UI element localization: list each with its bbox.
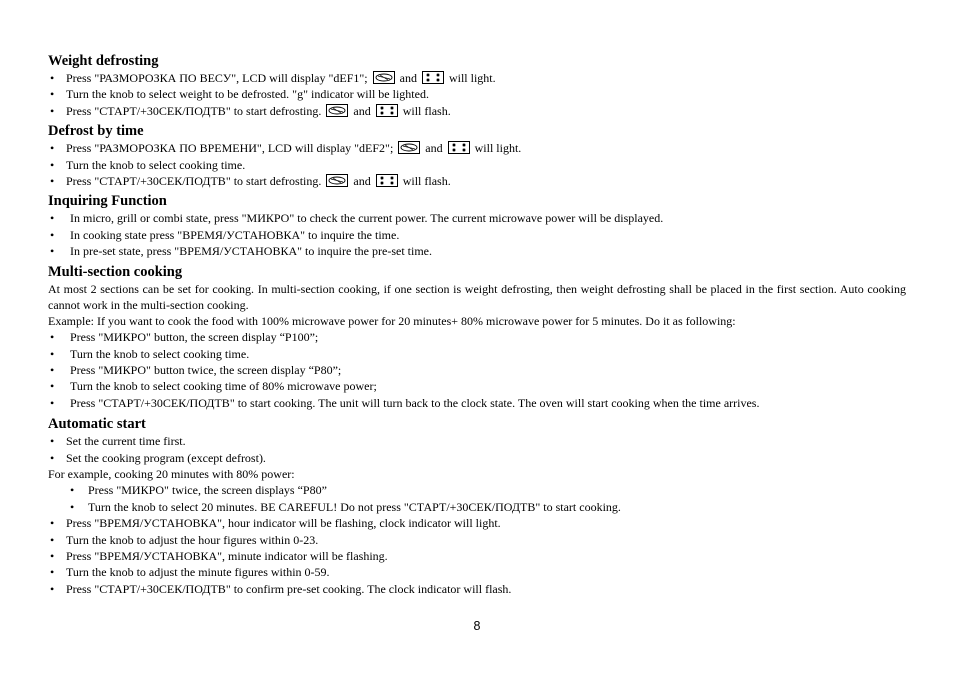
multi-section-list: [48, 329, 906, 411]
manual-page: [48, 52, 906, 600]
list-item: • Press "СТАРТ/+30СЕК/ПОДТВ" to start defrosting. and will flash.: [48, 173, 906, 189]
list-item: • Turn the knob to select cooking time.: [48, 346, 906, 362]
list-item: • Press "МИКРО" button, the screen display “P100”;: [48, 329, 906, 345]
list-item: • Turn the knob to select cooking time.: [48, 157, 906, 173]
list-item: • Press "СТАРТ/+30СЕК/ПОДТВ" to confirm pre-set cooking. The clock indicator will flash.: [48, 581, 906, 597]
list-item: • In pre-set state, press "ВРЕМЯ/УСТАНОВКА" to inquire the pre-set time.: [48, 243, 906, 259]
list-item: • Press "МИКРО" button twice, the screen display “P80”;: [48, 362, 906, 378]
list-item: • Press "РАЗМОРОЗКА ПО ВРЕМЕНИ", LCD will display "dEF2"; and will light.: [48, 140, 906, 156]
list-item: • Set the current time first.: [48, 433, 906, 449]
heading-inquiring-function: Inquiring Function: [48, 193, 167, 210]
list-item: • Press "ВРЕМЯ/УСТАНОВКА", hour indicator will be flashing, clock indicator will light.: [48, 515, 906, 531]
snowflake-grid-icon: [422, 71, 444, 84]
list-item: • Press "ВРЕМЯ/УСТАНОВКА", minute indicator will be flashing.: [48, 548, 906, 564]
list-item: • Press "СТАРТ/+30СЕК/ПОДТВ" to start cooking. The unit will turn back to the clock state. The oven will start cooking when the time arrives.: [48, 395, 906, 411]
list-item: • Turn the knob to adjust the minute figures within 0-59.: [48, 564, 906, 580]
list-item: • Press "РАЗМОРОЗКА ПО ВЕСУ", LCD will display "dEF1"; and will light.: [48, 70, 906, 86]
heading-weight-defrosting: Weight defrosting: [48, 53, 159, 69]
section-defrost-by-time: [48, 122, 906, 189]
snowflake-grid-icon: [376, 104, 398, 117]
section-inquiring-function: [48, 192, 906, 259]
multi-section-paragraph: At most 2 sections can be set for cooking. In multi-section cooking, if one section is weight defrosting, then weight defrosting shall be placed in the first section. Auto cooking cannot work in the multi-section cooking.: [48, 281, 906, 312]
heading-defrost-by-time: Defrost by time: [48, 123, 144, 140]
list-item: • In micro, grill or combi state, press "МИКРО" to check the current power. The current microwave power will be displayed.: [48, 210, 906, 226]
inquiring-list: [48, 210, 906, 259]
defrost-dish-icon: [373, 71, 395, 84]
snowflake-grid-icon: [448, 141, 470, 154]
page-number: 8: [473, 619, 481, 633]
list-item: • Set the cooking program (except defrost).: [48, 450, 906, 466]
list-item: • Press "СТАРТ/+30СЕК/ПОДТВ" to start defrosting. and will flash.: [48, 103, 906, 119]
weight-defrosting-list: [48, 70, 906, 119]
heading-automatic-start: Automatic start: [48, 416, 146, 433]
multi-section-example: Example: If you want to cook the food with 100% microwave power for 20 minutes+ 80% microwave power for 5 minutes. Do it as following:: [48, 314, 736, 329]
defrost-dish-icon: [326, 104, 348, 117]
defrost-dish-icon: [326, 174, 348, 187]
section-automatic-start: [48, 415, 906, 597]
automatic-start-list-1: [48, 433, 906, 466]
list-item: • Turn the knob to adjust the hour figures within 0-23.: [48, 532, 906, 548]
defrost-by-time-list: [48, 140, 906, 189]
snowflake-grid-icon: [376, 174, 398, 187]
list-item: • In cooking state press "ВРЕМЯ/УСТАНОВКА" to inquire the time.: [48, 227, 906, 243]
list-item: • Turn the knob to select weight to be defrosted. "g" indicator will be lighted.: [48, 86, 906, 102]
list-item: • Press "МИКРО" twice, the screen displays “P80”: [48, 482, 906, 498]
defrost-dish-icon: [398, 141, 420, 154]
section-weight-defrosting: [48, 52, 906, 119]
list-item: • Turn the knob to select 20 minutes. BE CAREFUL! Do not press "СТАРТ/+30СЕК/ПОДТВ" to start cooking.: [48, 499, 906, 515]
section-multi-section-cooking: [48, 263, 906, 412]
heading-multi-section-cooking: Multi-section cooking: [48, 263, 183, 280]
list-item: • Turn the knob to select cooking time of 80% microwave power;: [48, 378, 906, 394]
automatic-start-example: For example, cooking 20 minutes with 80% power:: [48, 467, 295, 482]
automatic-start-nested-list: [48, 482, 906, 515]
automatic-start-list-2: [48, 515, 906, 597]
